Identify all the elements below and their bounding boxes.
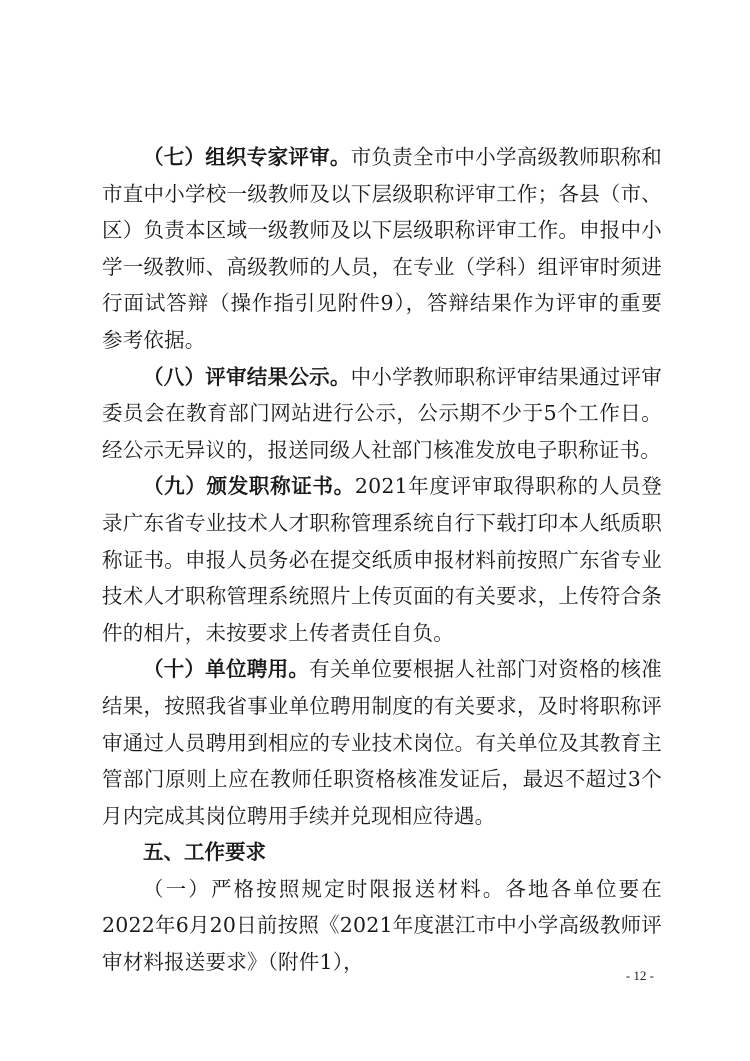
- paragraph-text: 有关单位要根据人社部门对资格的核准结果，按照我省事业单位聘用制度的有关要求，及时将职称评审通过人员聘用到相应的专业技术岗位。有关单位及其教育主管部门原则上应在教师任职资格核准发证后，最迟不超过3个月内完成其岗位聘用手续并兑现相应待遇。: [102, 657, 662, 828]
- paragraph-item-one: （一）严格按照规定时限报送材料。各地各单位要在2022年6月20日前按照《2021年度湛江市中小学高级教师评审材料报送要求》（附件1），: [102, 876, 662, 975]
- section-heading: 五、工作要求: [143, 840, 266, 865]
- page-number: - 12 -: [625, 968, 654, 983]
- document-body: [102, 139, 662, 981]
- paragraph-result-publicity: [102, 359, 662, 469]
- paragraph-text: 2021年度评审取得职称的人员登录广东省专业技术人才职称管理系统自行下载打印本人纸质职称证书。申报人员务必在提交纸质申报材料前按照广东省专业技术人才职称管理系统照片上传页面的有关要求，上传符合条件的相片，未按要求上传者责任自负。: [102, 474, 663, 645]
- paragraph-certificate-issuance: [102, 468, 662, 651]
- paragraph-lead: （九）颁发职称证书。: [143, 474, 355, 499]
- paragraph-text: 中小学教师职称评审结果通过评审委员会在教育部门网站进行公示，公示期不少于5个工作日。经公示无异议的，报送同级人社部门核准发放电子职称证书。: [102, 364, 662, 462]
- paragraph-text: 市负责全市中小学高级教师职称和市直中小学校一级教师及以下层级职称评审工作；各县（市、区）负责本区域一级教师及以下层级职称评审工作。申报中小学一级教师、高级教师的人员，在专业（学科）组评审时须进行面试答辩（操作指引见附件9），答辩结果作为评审的重要参考依据。: [102, 145, 662, 352]
- paragraph-lead: （十）单位聘用。: [143, 657, 310, 682]
- paragraph-lead: （八）评审结果公示。: [143, 364, 351, 389]
- paragraph-expert-review: [102, 139, 662, 359]
- paragraph-lead: （七）组织专家评审。: [143, 145, 351, 169]
- paragraph-employment: [102, 651, 662, 834]
